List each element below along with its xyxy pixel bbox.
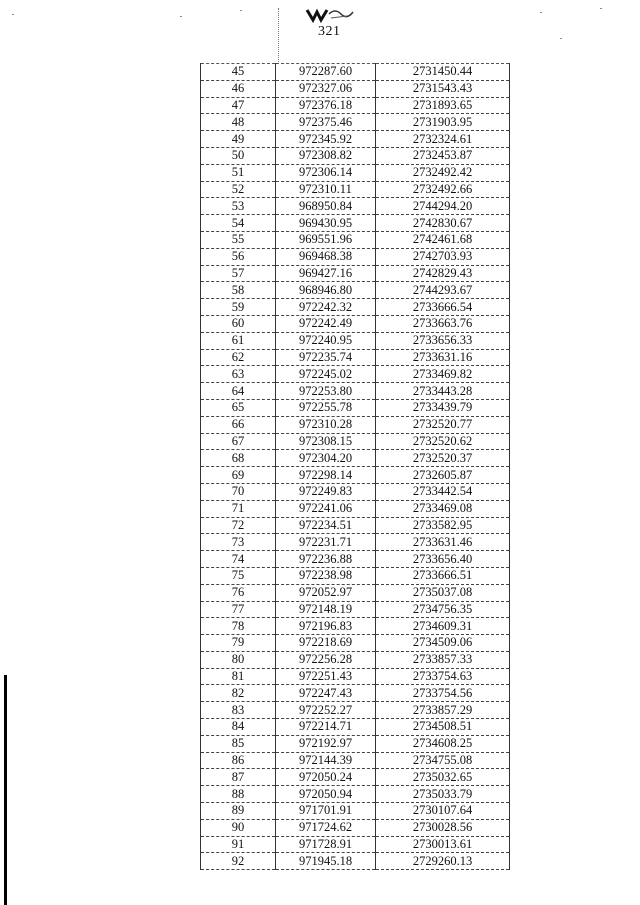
x-coordinate-cell: 972242.49 [276,315,376,332]
x-coordinate-cell: 969468.38 [276,248,376,265]
x-coordinate-cell: 972304.20 [276,450,376,467]
table-row [201,349,510,366]
point-number-cell: 84 [201,719,276,736]
point-number-cell: 82 [201,685,276,702]
table-row [201,399,510,416]
table-row [201,836,510,853]
point-number-cell: 75 [201,567,276,584]
point-number-cell: 61 [201,332,276,349]
y-coordinate-cell: 2730107.64 [376,803,510,820]
table-row [201,64,510,81]
y-coordinate-cell: 2732605.87 [376,467,510,484]
y-coordinate-cell: 2733754.56 [376,685,510,702]
y-coordinate-cell: 2734508.51 [376,719,510,736]
point-number-cell: 70 [201,483,276,500]
x-coordinate-cell: 972245.02 [276,366,376,383]
y-coordinate-cell: 2731450.44 [376,64,510,81]
x-coordinate-cell: 972247.43 [276,685,376,702]
table-row [201,80,510,97]
table-row [201,702,510,719]
point-number-cell: 48 [201,114,276,131]
x-coordinate-cell: 972287.60 [276,64,376,81]
table-row [201,584,510,601]
point-number-cell: 45 [201,64,276,81]
scan-speck [12,14,14,15]
x-coordinate-cell: 972192.97 [276,735,376,752]
y-coordinate-cell: 2733666.51 [376,567,510,584]
point-number-cell: 86 [201,752,276,769]
table-row [201,416,510,433]
point-number-cell: 54 [201,215,276,232]
coordinates-table-body [201,64,510,870]
point-number-cell: 56 [201,248,276,265]
table-row [201,433,510,450]
table-row [201,231,510,248]
table-row [201,198,510,215]
table-row [201,467,510,484]
x-coordinate-cell: 972308.15 [276,433,376,450]
table-row [201,147,510,164]
point-number-cell: 51 [201,164,276,181]
point-number-cell: 92 [201,853,276,870]
x-coordinate-cell: 968946.80 [276,282,376,299]
table-row [201,282,510,299]
y-coordinate-cell: 2742461.68 [376,231,510,248]
point-number-cell: 50 [201,147,276,164]
table-row [201,635,510,652]
y-coordinate-cell: 2733656.33 [376,332,510,349]
x-coordinate-cell: 972310.28 [276,416,376,433]
point-number-cell: 89 [201,803,276,820]
point-number-cell: 66 [201,416,276,433]
y-coordinate-cell: 2733857.29 [376,702,510,719]
x-coordinate-cell: 972327.06 [276,80,376,97]
x-coordinate-cell: 969551.96 [276,231,376,248]
point-number-cell: 60 [201,315,276,332]
table-row [201,668,510,685]
table-row [201,651,510,668]
x-coordinate-cell: 972241.06 [276,500,376,517]
scan-speck [180,16,182,17]
page-number: 321 [318,24,341,39]
x-coordinate-cell: 972298.14 [276,467,376,484]
x-coordinate-cell: 972253.80 [276,383,376,400]
point-number-cell: 80 [201,651,276,668]
point-number-cell: 57 [201,265,276,282]
table-row [201,332,510,349]
table-row [201,618,510,635]
x-coordinate-cell: 972214.71 [276,719,376,736]
y-coordinate-cell: 2733439.79 [376,399,510,416]
x-coordinate-cell: 972255.78 [276,399,376,416]
y-coordinate-cell: 2733469.82 [376,366,510,383]
x-coordinate-cell: 972238.98 [276,567,376,584]
point-number-cell: 73 [201,534,276,551]
point-number-cell: 71 [201,500,276,517]
y-coordinate-cell: 2733663.76 [376,315,510,332]
x-coordinate-cell: 972375.46 [276,114,376,131]
table-row [201,786,510,803]
x-coordinate-cell: 972252.27 [276,702,376,719]
y-coordinate-cell: 2732492.66 [376,181,510,198]
table-row [201,601,510,618]
y-coordinate-cell: 2733666.54 [376,299,510,316]
table-row [201,534,510,551]
table-row [201,500,510,517]
scan-speck [240,10,242,11]
scan-edge-bar [4,675,7,905]
point-number-cell: 63 [201,366,276,383]
x-coordinate-cell: 972148.19 [276,601,376,618]
point-number-cell: 62 [201,349,276,366]
table-row [201,97,510,114]
y-coordinate-cell: 2734756.35 [376,601,510,618]
y-coordinate-cell: 2734608.25 [376,735,510,752]
point-number-cell: 68 [201,450,276,467]
table-row [201,248,510,265]
y-coordinate-cell: 2734609.31 [376,618,510,635]
table-row [201,114,510,131]
scan-speck [600,8,602,9]
table-row [201,853,510,870]
y-coordinate-cell: 2731893.65 [376,97,510,114]
table-row [201,164,510,181]
x-coordinate-cell: 969430.95 [276,215,376,232]
point-number-cell: 65 [201,399,276,416]
y-coordinate-cell: 2732453.87 [376,147,510,164]
point-number-cell: 69 [201,467,276,484]
x-coordinate-cell: 972306.14 [276,164,376,181]
point-number-cell: 88 [201,786,276,803]
point-number-cell: 72 [201,517,276,534]
y-coordinate-cell: 2735033.79 [376,786,510,803]
y-coordinate-cell: 2732520.62 [376,433,510,450]
x-coordinate-cell: 972249.83 [276,483,376,500]
table-row [201,265,510,282]
point-number-cell: 53 [201,198,276,215]
table-row [201,803,510,820]
y-coordinate-cell: 2744294.20 [376,198,510,215]
x-coordinate-cell: 972308.82 [276,147,376,164]
x-coordinate-cell: 972376.18 [276,97,376,114]
y-coordinate-cell: 2744293.67 [376,282,510,299]
table-row [201,450,510,467]
scan-artifact-line [278,8,280,64]
y-coordinate-cell: 2733469.08 [376,500,510,517]
table-row [201,719,510,736]
y-coordinate-cell: 2730013.61 [376,836,510,853]
x-coordinate-cell: 972050.24 [276,769,376,786]
y-coordinate-cell: 2742830.67 [376,215,510,232]
scan-speck [560,38,562,39]
x-coordinate-cell: 972231.71 [276,534,376,551]
table-row [201,215,510,232]
y-coordinate-cell: 2730028.56 [376,819,510,836]
table-row [201,551,510,568]
y-coordinate-cell: 2731903.95 [376,114,510,131]
point-number-cell: 81 [201,668,276,685]
table-row [201,752,510,769]
point-number-cell: 74 [201,551,276,568]
table-row [201,769,510,786]
y-coordinate-cell: 2732324.61 [376,131,510,148]
y-coordinate-cell: 2733631.46 [376,534,510,551]
x-coordinate-cell: 971945.18 [276,853,376,870]
point-number-cell: 64 [201,383,276,400]
x-coordinate-cell: 972345.92 [276,131,376,148]
point-number-cell: 78 [201,618,276,635]
point-number-cell: 90 [201,819,276,836]
x-coordinate-cell: 972050.94 [276,786,376,803]
y-coordinate-cell: 2733442.54 [376,483,510,500]
x-coordinate-cell: 971724.62 [276,819,376,836]
x-coordinate-cell: 972240.95 [276,332,376,349]
y-coordinate-cell: 2732520.37 [376,450,510,467]
point-number-cell: 59 [201,299,276,316]
table-row [201,315,510,332]
x-coordinate-cell: 972256.28 [276,651,376,668]
point-number-cell: 67 [201,433,276,450]
table-row [201,366,510,383]
x-coordinate-cell: 972234.51 [276,517,376,534]
coordinates-table [200,63,510,870]
y-coordinate-cell: 2742703.93 [376,248,510,265]
point-number-cell: 58 [201,282,276,299]
x-coordinate-cell: 971728.91 [276,836,376,853]
table-row [201,181,510,198]
x-coordinate-cell: 972218.69 [276,635,376,652]
point-number-cell: 87 [201,769,276,786]
y-coordinate-cell: 2733582.95 [376,517,510,534]
table-row [201,567,510,584]
y-coordinate-cell: 2733857.33 [376,651,510,668]
point-number-cell: 77 [201,601,276,618]
point-number-cell: 91 [201,836,276,853]
y-coordinate-cell: 2729260.13 [376,853,510,870]
y-coordinate-cell: 2733656.40 [376,551,510,568]
point-number-cell: 46 [201,80,276,97]
table-row [201,735,510,752]
y-coordinate-cell: 2734755.08 [376,752,510,769]
y-coordinate-cell: 2733754.63 [376,668,510,685]
table-row [201,383,510,400]
point-number-cell: 55 [201,231,276,248]
point-number-cell: 49 [201,131,276,148]
y-coordinate-cell: 2731543.43 [376,80,510,97]
table-row [201,483,510,500]
point-number-cell: 52 [201,181,276,198]
x-coordinate-cell: 972052.97 [276,584,376,601]
x-coordinate-cell: 971701.91 [276,803,376,820]
point-number-cell: 85 [201,735,276,752]
y-coordinate-cell: 2742829.43 [376,265,510,282]
x-coordinate-cell: 972310.11 [276,181,376,198]
scan-speck [540,12,542,13]
y-coordinate-cell: 2733631.16 [376,349,510,366]
x-coordinate-cell: 969427.16 [276,265,376,282]
point-number-cell: 79 [201,635,276,652]
y-coordinate-cell: 2734509.06 [376,635,510,652]
x-coordinate-cell: 972242.32 [276,299,376,316]
x-coordinate-cell: 972196.83 [276,618,376,635]
table-row [201,819,510,836]
y-coordinate-cell: 2732492.42 [376,164,510,181]
y-coordinate-cell: 2735032.65 [376,769,510,786]
y-coordinate-cell: 2735037.08 [376,584,510,601]
point-number-cell: 47 [201,97,276,114]
y-coordinate-cell: 2733443.28 [376,383,510,400]
x-coordinate-cell: 972236.88 [276,551,376,568]
x-coordinate-cell: 972251.43 [276,668,376,685]
stamp-mark-icon [303,6,355,24]
x-coordinate-cell: 972235.74 [276,349,376,366]
y-coordinate-cell: 2732520.77 [376,416,510,433]
x-coordinate-cell: 968950.84 [276,198,376,215]
point-number-cell: 76 [201,584,276,601]
table-row [201,685,510,702]
table-row [201,131,510,148]
table-row [201,299,510,316]
table-row [201,517,510,534]
point-number-cell: 83 [201,702,276,719]
x-coordinate-cell: 972144.39 [276,752,376,769]
